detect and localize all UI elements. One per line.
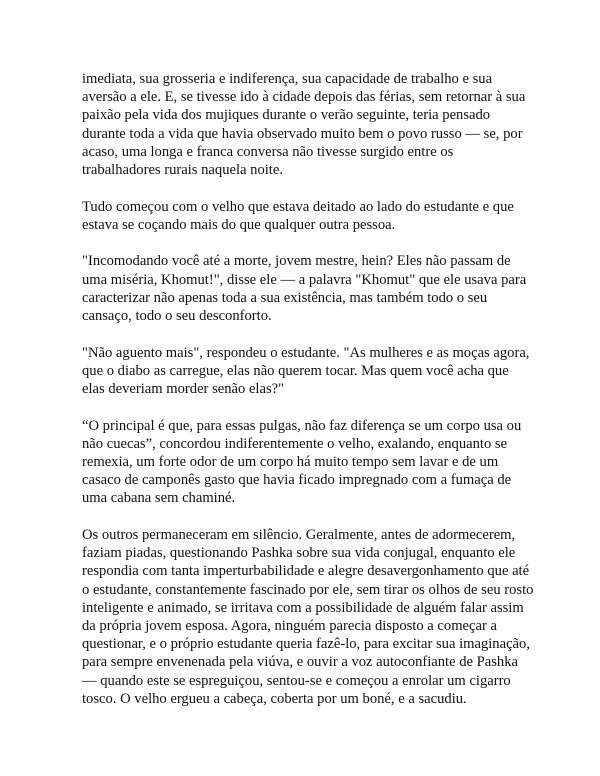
- paragraph: Tudo começou com o velho que estava deitado ao lado do estudante e que estava se coçando mais do que qualquer outra pessoa.: [82, 198, 514, 233]
- document-page: [82, 70, 534, 726]
- paragraph: "Não aguento mais", respondeu o estudante. "As mulheres e as moças agora, que o diabo as carregue, elas não querem tocar. Mas quem você acha que elas deveriam morder senão elas?": [82, 344, 530, 398]
- paragraph: Os outros permaneceram em silêncio. Geralmente, antes de adormecerem, faziam piadas, questionando Pashka sobre sua vida conjugal, enquanto ele respondia com tanta imperturbabilidade e alegre desavergonhamento que até o estudante, constantemente fascinado por ele, sem tirar os olhos de seu rosto inteligente e animado, se irritava com a possibilidade de alguém falar assim da própria jovem esposa. Agora, ninguém parecia disposto a começar a questionar, e o próprio estudante queria fazê-lo, para excitar sua imaginação, para sempre envenenada pela viúva, e ouvir a voz autoconfiante de Pashka — quando este se espreguiçou, sentou-se e começou a enrolar um cigarro tosco. O velho ergueu a cabeça, coberta por um boné, e a sacudiu.: [82, 527, 534, 707]
- paragraph: imediata, sua grosseria e indiferença, sua capacidade de trabalho e sua aversão a ele. E, se tivesse ido à cidade depois das férias, sem retornar à sua paixão pela vida dos mujiques durante o verão seguinte, teria pensado durante toda a vida que havia observado muito bem o povo russo — se, por acaso, uma longa e franca conversa não tivesse surgido entre os trabalhadores rurais naquela noite.: [82, 71, 526, 179]
- paragraph: “O principal é que, para essas pulgas, não faz diferença se um corpo usa ou não cuecas”, concordou indiferentemente o velho, exalando, enquanto se remexia, um forte odor de um corpo há muito tempo sem lavar e de um casaco de camponês gasto que havia ficado impregnado com a fumaça de uma cabana sem chaminé.: [82, 417, 522, 507]
- paragraph: "Incomodando você até a morte, jovem mestre, hein? Eles não passam de uma miséria, Khomut!", disse ele — a palavra "Khomut" que ele usava para caracterizar não apenas toda a sua existência, mas também todo o seu cansaço, todo o seu desconforto.: [82, 253, 527, 325]
